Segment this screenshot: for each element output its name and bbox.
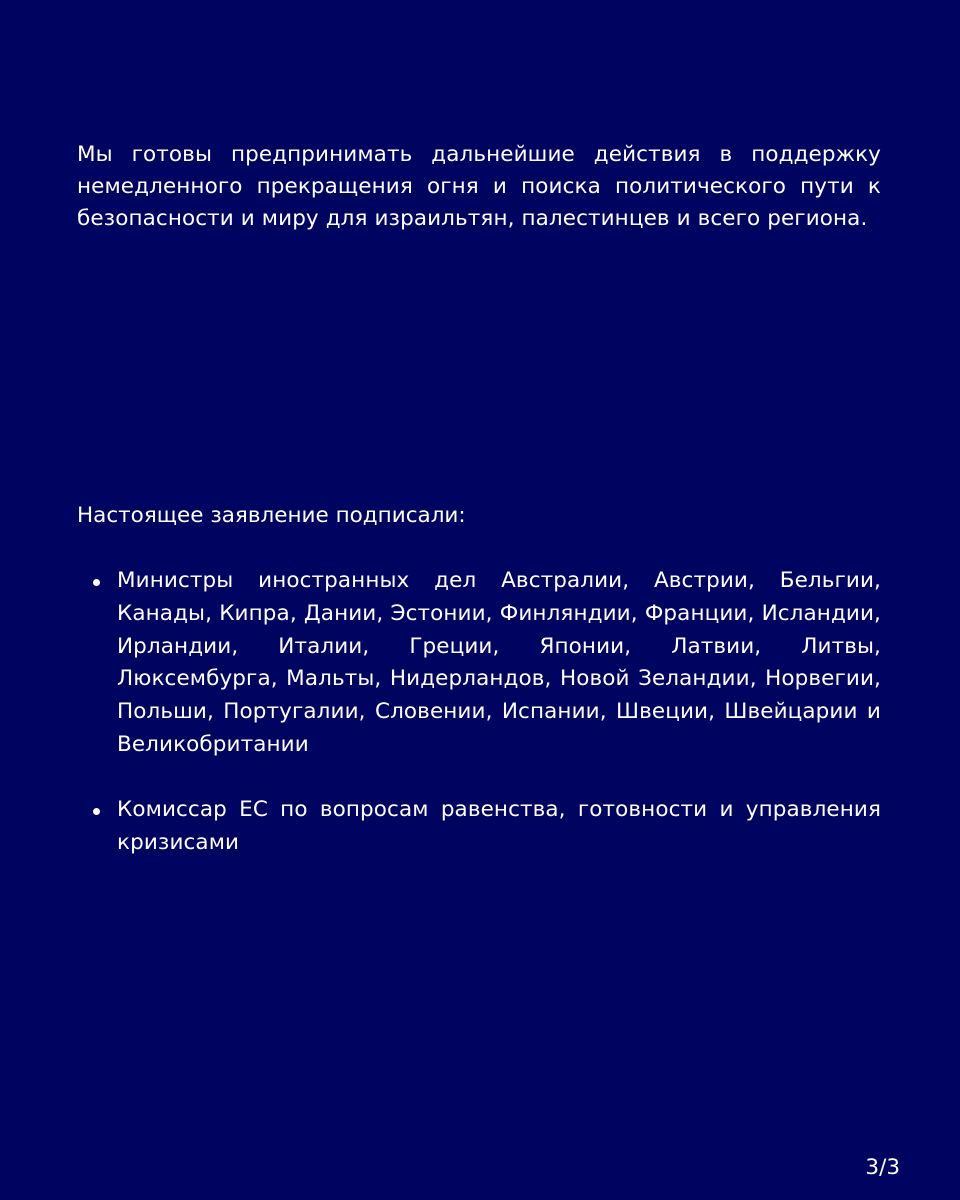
signatory-text: Комиссар ЕС по вопросам равенства, готовности и управления кризисами [117,796,881,855]
bullet-icon [93,579,100,586]
bullet-icon [93,808,100,815]
signatories-list [77,565,881,859]
page-indicator: 3/3 [865,1155,900,1180]
list-item [77,565,881,762]
signatories-heading: Настоящее заявление подписали: [77,503,466,528]
list-item [77,794,881,860]
intro-paragraph: Мы готовы предпринимать дальнейшие действия в поддержку немедленного прекращения огня и поиска политического пути к безопасности и миру для израильтян, палестинцев и всего региона. [77,142,881,231]
signatory-text: Министры иностранных дел Австралии, Австрии, Бельгии, Канады, Кипра, Дании, Эстонии, Финляндии, Франции, Исландии, Ирландии, Италии, Греции, Японии, Латвии, Литвы, Люксембурга, Мальты, Нидерландов, Новой Зеландии, Норвегии, Польши, Португалии, Словении, Испании, Швеции, Швейцарии и Великобритании [117,568,881,757]
